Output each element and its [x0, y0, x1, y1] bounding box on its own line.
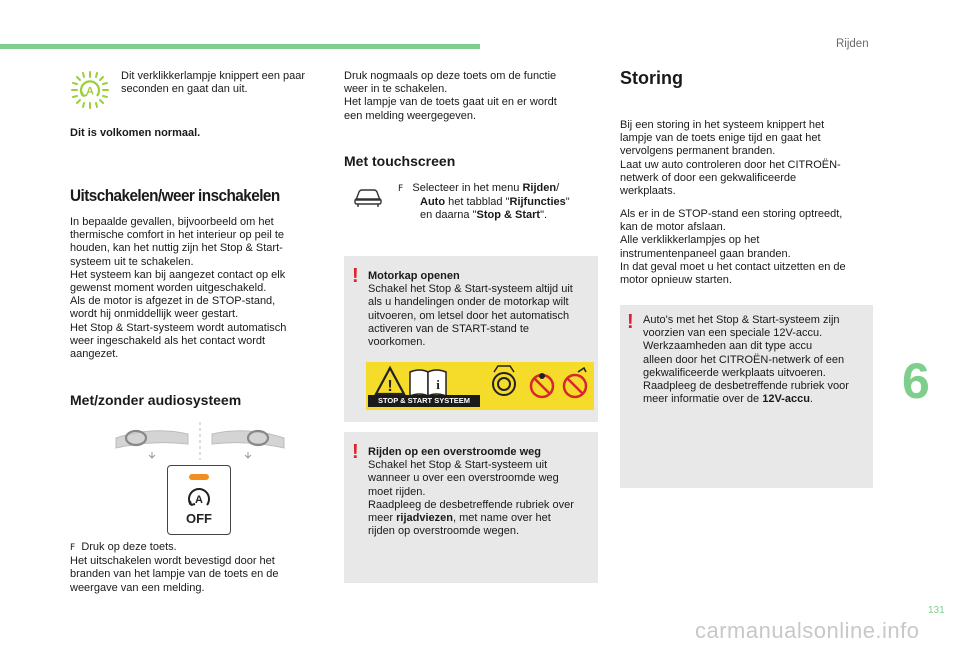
heading-disable: Uitschakelen/weer inschakelen [70, 186, 280, 205]
flood-warning-text: Rijden op een overstroomde weg Schakel het Stop & Start-systeem uit wanneer u over een overstroomde weg moet rijden. Raadpleeg de desbetreffende rubriek over meer rijadviezen, met name over het rijden op overstroomde wegen. [368, 446, 574, 538]
svg-text:A: A [86, 85, 94, 98]
warning-icon: ! [627, 311, 634, 333]
off-label: OFF [186, 511, 212, 526]
warning-icon: ! [352, 441, 359, 463]
svg-text:!: ! [387, 378, 393, 395]
header-bar [0, 44, 480, 49]
press-instructions: F Druk op deze toets. Het uitschakelen wordt bevestigd door het branden van het lampje van de toets en de weergave van een melding. [70, 541, 279, 594]
bonnet-warning-text: Motorkap openen Schakel het Stop & Start-systeem altijd uit als u handelingen onder de motorkap wilt uitvoeren, om letsel door het automatisch activeren van de START-stand te voorkomen. [368, 270, 573, 349]
sticker-label: STOP & START SYSTEEM [368, 395, 480, 407]
heading-touchscreen: Met touchscreen [344, 153, 456, 169]
battery-note-text: Auto's met het Stop & Start-systeem zijn voorzien van een speciale 12V-accu. Werkzaamheden aan dit type accu alleen door het CITROËN-netwerk of een gekwalificeerde werkplaats uitvoeren. Raadpleeg de desbetreffende rubriek voor meer informatie over de 12V-accu. [643, 314, 849, 406]
malfunction-paragraph-1: Bij een storing in het systeem knippert het lampje van de toets enige tijd en gaat het vervolgens permanent branden. Laat uw auto controleren door het CITROËN- netwerk of door een gekwalificeerde werkplaats. [620, 119, 841, 198]
auto-stop-start-icon [185, 486, 213, 510]
dashboard-layout-icon [112, 420, 288, 462]
stop-start-indicator-icon [70, 70, 110, 110]
normal-note: Dit is volkomen normaal. [70, 127, 201, 139]
warning-icon: ! [352, 265, 359, 287]
malfunction-paragraph-2: Als er in de STOP-stand een storing optreedt, kan de motor afslaan. Alle verklikkerlampjes op het instrumentenpaneel gaan branden. In dat geval moet u het contact uitzetten en de motor opnieuw starten. [620, 208, 846, 287]
stop-start-sticker [366, 362, 594, 410]
indicator-description: Dit verklikkerlampje knippert een paar seconden en gaat dan uit. [121, 70, 306, 96]
section-title: Rijden [836, 38, 869, 50]
car-icon [352, 184, 384, 208]
chapter-number: 6 [902, 353, 930, 409]
heading-audio: Met/zonder audiosysteem [70, 392, 242, 408]
touchscreen-instructions: F Selecteer in het menu Rijden/ Auto het tabblad "Rijfuncties" en daarna "Stop & Start". [398, 182, 570, 222]
disable-paragraph: In bepaalde gevallen, bijvoorbeeld om het thermische comfort in het interieur op peil te houden, kan het nuttig zijn het Stop & Start- systeem uit te schakelen. Het systeem kan bij aangezet contact op elk gewenst moment worden uitgeschakeld. Als de motor is afgezet in de STOP-stand, wordt hij onmiddellijk weer gestart. Het Stop & Start-systeem wordt automatisch weer ingeschakeld als het contact wordt aangezet. [70, 216, 287, 361]
page-number: 131 [928, 605, 945, 616]
svg-text:A: A [195, 494, 203, 506]
watermark: carmanualsonline.info [695, 618, 920, 643]
button-led [189, 474, 209, 480]
heading-malfunction: Storing [620, 68, 683, 88]
reactivate-paragraph: Druk nogmaals op deze toets om de functie weer in te schakelen. Het lampje van de toets gaat uit en er wordt een melding weergegeven. [344, 70, 557, 122]
bullet-marker: F [70, 543, 76, 553]
stop-start-off-button[interactable] [167, 465, 231, 535]
svg-text:i: i [436, 377, 440, 392]
